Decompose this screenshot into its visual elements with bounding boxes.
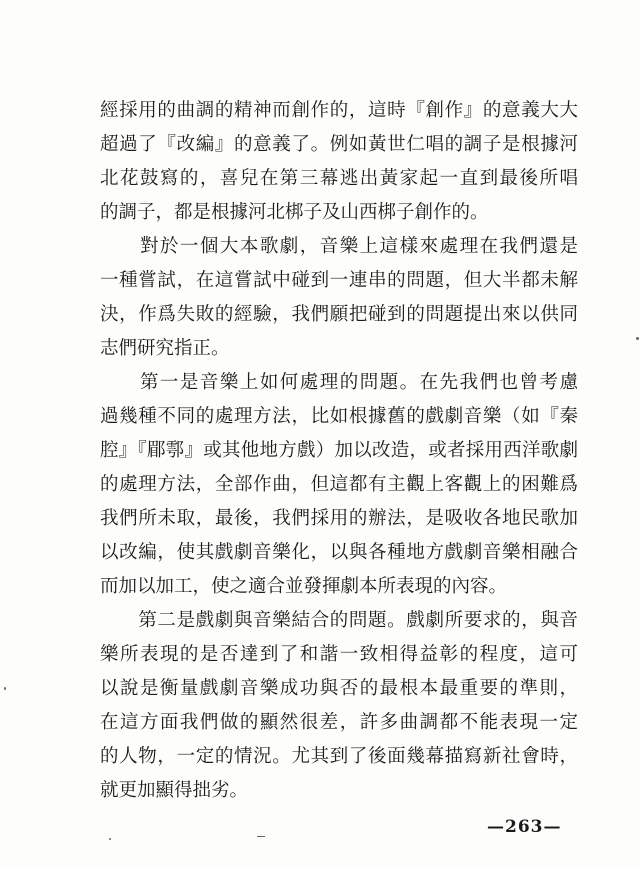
text-line: 的人物，一定的情況。尤其到了後面幾幕描寫新社會時， [100, 746, 578, 767]
text-line: 以說是衡量戲劇音樂成功與否的最根本最重要的準則， [100, 678, 578, 699]
text-line: 超過了『改編』的意義了。例如黃世仁唱的調子是根據河 [100, 134, 578, 155]
text-line: 經採用的曲調的精神而創作的，這時『創作』的意義大大 [100, 100, 578, 121]
text-line: 就更加顯得拙劣。 [100, 780, 249, 801]
text-line: 第二是戲劇與音樂結合的問題。戲劇所要求的，與音 [100, 610, 578, 631]
text-line: 第一是音樂上如何處理的問題。在先我們也曾考慮 [100, 372, 578, 393]
scan-speck [636, 337, 639, 340]
scan-speck [109, 838, 111, 840]
text-line: 以改編，使其戲劇音樂化，以與各種地方戲劇音樂相融合 [100, 542, 578, 563]
body-text [100, 94, 578, 808]
text-line: 志們研究指正。 [100, 338, 230, 359]
text-line: 過幾種不同的處理方法，比如根據舊的戲劇音樂（如『秦 [100, 406, 578, 427]
text-line: 我們所未取，最後，我們採用的辦法，是吸收各地民歌加 [100, 508, 578, 529]
text-line: 而加以加工，使之適合並發揮劇本所表現的內容。 [100, 576, 508, 597]
text-line: 腔』『郿鄠』或其他地方戲）加以改造，或者採用西洋歌劇 [100, 440, 578, 461]
text-line: 北花鼓寫的，喜兒在第三幕逃出黃家起一直到最後所唱 [100, 168, 578, 189]
scan-speck [257, 836, 265, 837]
text-line: 的調子，都是根據河北梆子及山西梆子創作的。 [100, 202, 489, 223]
text-line: 一種嘗試，在這嘗試中碰到一連串的問題，但大半都未解 [100, 270, 578, 291]
text-line: 樂所表現的是否達到了和諧一致相得益彰的程度，這可 [100, 644, 578, 665]
text-line: 在這方面我們做的顯然很差，許多曲調都不能表現一定 [100, 712, 578, 733]
page-number: —263— [487, 817, 562, 837]
text-line: 決，作爲失敗的經驗，我們願把碰到的問題提出來以供同 [100, 304, 578, 325]
text-line: 對於一個大本歌劇，音樂上這樣來處理在我們還是 [100, 236, 578, 257]
text-line: 的處理方法，全部作曲，但這都有主觀上客觀上的困難爲 [100, 474, 578, 495]
scan-speck [4, 687, 6, 690]
